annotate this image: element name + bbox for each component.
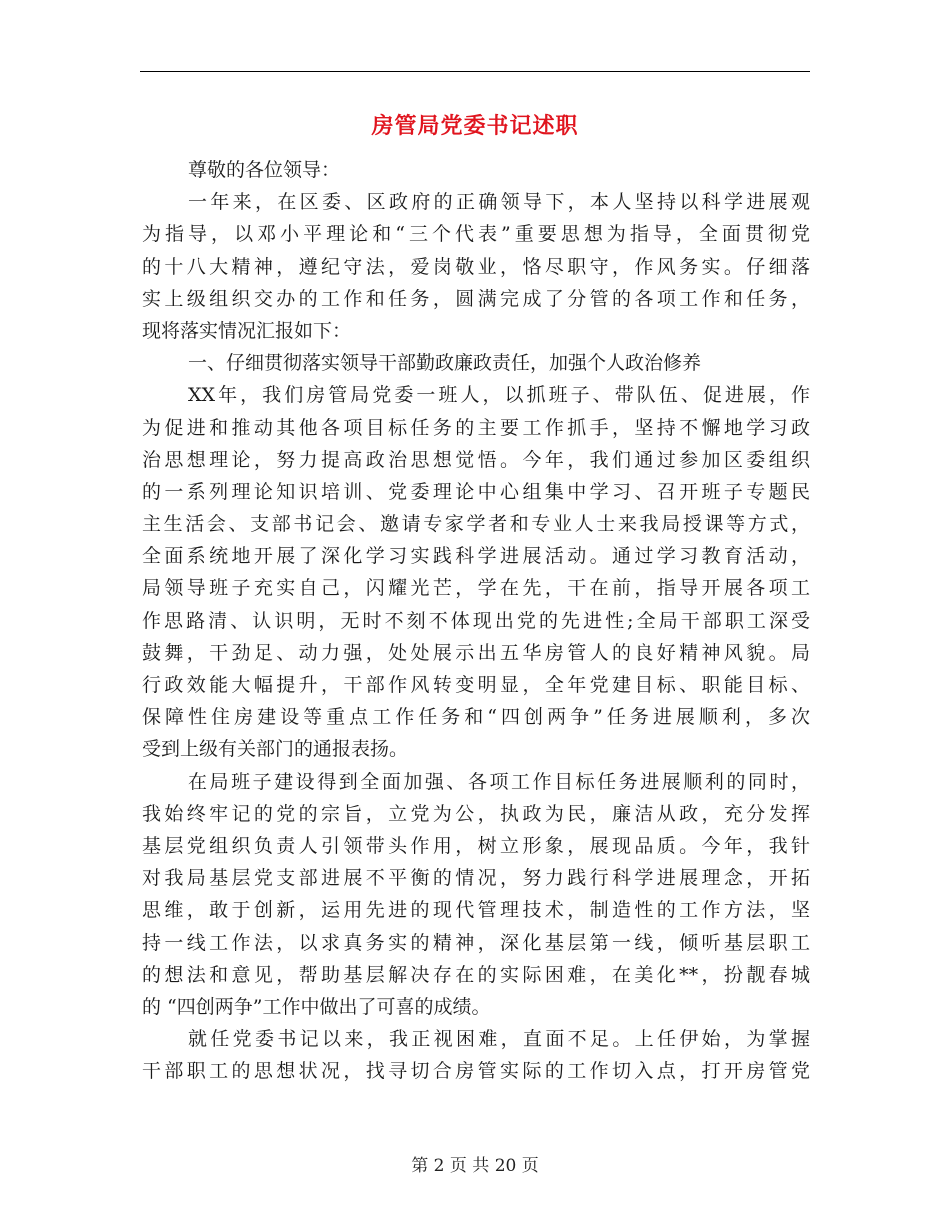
text-line: 尊敬的各位领导： — [188, 159, 341, 181]
text-line: 对我局基层党支部进展不平衡的情况，努力践行科学进展理念，开拓 — [142, 867, 810, 890]
text-line: 鼓舞，干劲足、动力强，处处展示出五华房管人的良好精神风貌。局 — [142, 641, 810, 664]
header-rule — [140, 71, 810, 72]
text-line: 的 “四创两争”工作中做出了可喜的成绩。 — [142, 995, 491, 1018]
text-line: 的想法和意见，帮助基层解决存在的实际困难，在美化**，扮靓春城 — [142, 963, 810, 986]
text-line: 现将落实情况汇报如下： — [142, 319, 352, 342]
text-line: 思维，敢于创新，运用先进的现代管理技术，制造性的工作方法，坚 — [142, 899, 810, 922]
text-line: 一、仔细贯彻落实领导干部勤政廉政责任，加强个人政治修养 — [188, 352, 702, 375]
text-line: 基层党组织负责人引领带头作用，树立形象，展现品质。今年，我针 — [142, 834, 810, 857]
text-line: 的十八大精神，遵纪守法，爱岗敬业，恪尽职守，作风务实。仔细落 — [142, 255, 810, 278]
text-line: 持一线工作法，以求真务实的精神，深化基层第一线，倾听基层职工 — [142, 931, 810, 954]
text-line: 就任党委书记以来，我正视困难，直面不足。上任伊始，为掌握 — [188, 1028, 810, 1051]
text-line: 的一系列理论知识培训、党委理论中心组集中学习、召开班子专题民 — [142, 480, 810, 503]
text-line: 在局班子建设得到全面加强、各项工作目标任务进展顺利的同时， — [188, 770, 810, 793]
text-line: 主生活会、支部书记会、邀请专家学者和专业人士来我局授课等方式， — [142, 513, 810, 536]
text-line: 干部职工的思想状况，找寻切合房管实际的工作切入点，打开房管党 — [142, 1060, 810, 1083]
text-line: 实上级组织交办的工作和任务，圆满完成了分管的各项工作和任务， — [142, 287, 810, 310]
text-line: 为促进和推动其他各项目标任务的主要工作抓手，坚持不懈地学习政 — [142, 416, 810, 439]
text-line: 一年来，在区委、区政府的正确领导下，本人坚持以科学进展观 — [188, 191, 810, 214]
text-line: 作思路清、认识明，无时不刻不体现出党的先进性;全局干部职工深受 — [142, 609, 810, 632]
text-line: 行政效能大幅提升，干部作风转变明显，全年党建目标、职能目标、 — [142, 674, 810, 696]
text-line: 局领导班子充实自己，闪耀光芒，学在先，干在前，指导开展各项工 — [142, 577, 810, 600]
text-line: 治思想理论，努力提高政治思想觉悟。今年，我们通过参加区委组织 — [142, 448, 810, 471]
text-line: 我始终牢记的党的宗旨，立党为公，执政为民，廉洁从政，充分发挥 — [142, 802, 810, 825]
text-line: 保障性住房建设等重点工作任务和“四创两争”任务进展顺利，多次 — [142, 706, 810, 729]
text-line: 受到上级有关部门的通报表扬。 — [142, 738, 409, 761]
document-body — [142, 154, 810, 1087]
page-number: 第 2 页 共 20 页 — [411, 1156, 539, 1176]
document-title: 房管局党委书记述职 — [371, 113, 579, 139]
text-line: 为指导，以邓小平理论和“三个代表”重要思想为指导，全面贯彻党 — [142, 223, 810, 246]
text-line: XX年，我们房管局党委一班人，以抓班子、带队伍、促进展，作 — [188, 384, 810, 407]
text-line: 全面系统地开展了深化学习实践科学进展活动。通过学习教育活动， — [142, 545, 810, 568]
